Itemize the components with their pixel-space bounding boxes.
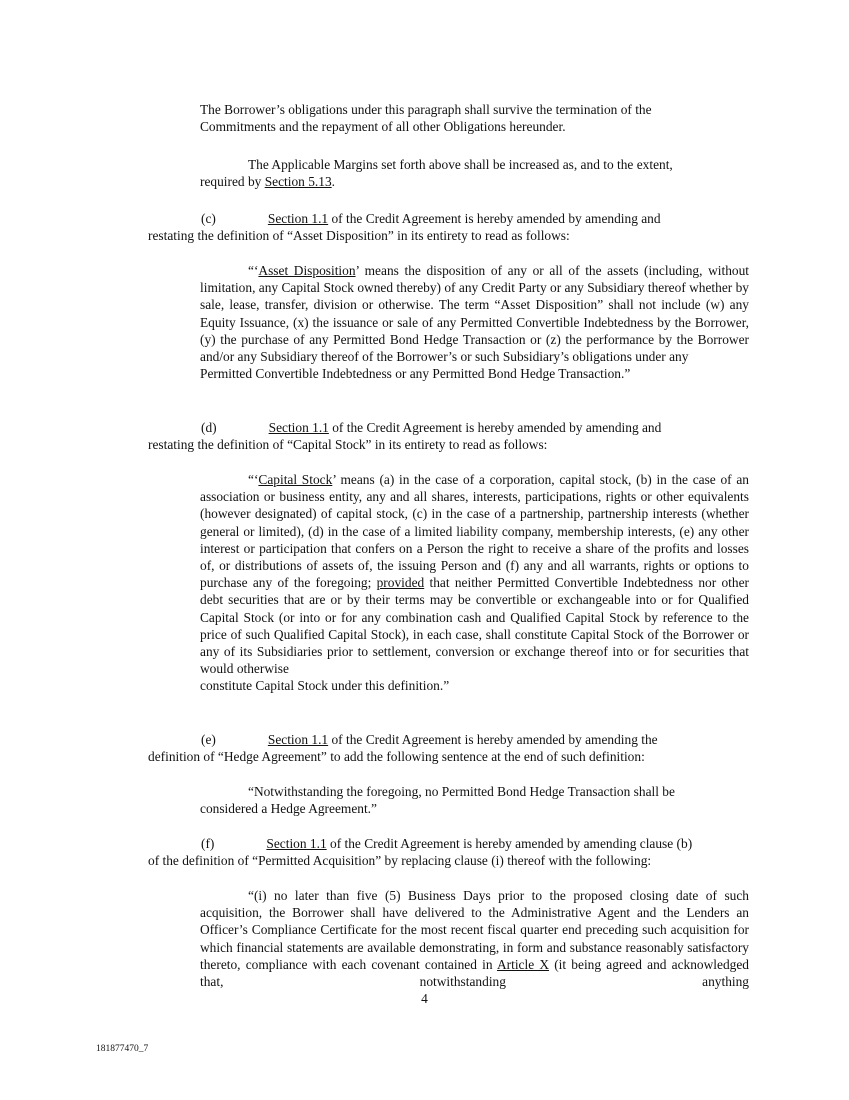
clause-c <box>148 210 749 262</box>
text-fragment: required by <box>200 174 265 190</box>
text-fragment: of the Credit Agreement is hereby amended by amending and <box>328 211 661 226</box>
document-id: 181877470_7 <box>96 1044 149 1054</box>
page-number: 4 <box>421 991 428 1006</box>
text-line: Subsidiary thereof of the Borrower’s or such Subsidiary’s obligations under any <box>260 349 689 365</box>
text-line: case, shall constitute Capital Stock of the Borrower or any of its Subsidiaries prior to <box>200 626 749 660</box>
text-fragment: to purchase any of the foregoing; <box>200 558 749 591</box>
text-fragment: ’ means (a) in the case of a corporation, capital stock, (b) in the <box>332 472 688 487</box>
text-line: rights or other equivalents (however designated) of capital stock, (c) in the case of a <box>200 489 749 522</box>
text-fragment: of the Credit Agreement is hereby amended by amending the <box>328 732 658 747</box>
text-fragment: of the Credit Agreement is hereby amended by amending clause (b) <box>326 836 693 851</box>
text-fragment: (it being agreed and acknowledged that, notwithstanding anything <box>200 956 749 990</box>
text-fragment: that neither Permitted Convertible <box>424 575 618 591</box>
text-line: Commitments and the repayment of all other Obligations hereunder. <box>200 119 566 135</box>
text-line: confers on a Person the right to receive a share of the profits and losses of, or <box>200 540 749 574</box>
text-line: such acquisition, the Borrower shall have delivered to the Administrative Agent and the <box>200 888 749 921</box>
text-line: Permitted Bond Hedge Transaction or (z) the performance by the Borrower and/or any <box>200 331 749 365</box>
text-line: Lenders an Officer’s Compliance Certificate for the most recent fiscal quarter end <box>200 905 749 938</box>
text-line: constitute Capital Stock under this definition.” <box>200 678 450 694</box>
paragraph-applicable-margins <box>200 156 749 208</box>
clause-label: (e) <box>201 732 216 747</box>
clause-e <box>148 731 749 783</box>
section-1-1-link[interactable]: Section 1.1 <box>267 732 329 747</box>
text-line: The Borrower’s obligations under this paragraph shall survive the termination of the <box>200 102 652 117</box>
text-line: “Asset Disposition” shall not include (w) any Equity Issuance, (x) the issuance or sale of <box>200 297 749 330</box>
text-fragment: ’ means the disposition of any or all of the assets (including, <box>355 263 703 278</box>
text-line: “(i) no later than five (5) Business Days prior to the proposed closing date of <box>248 888 717 903</box>
clause-label: (d) <box>201 420 217 435</box>
clause-d <box>148 419 749 471</box>
text-line: considered a Hedge Agreement.” <box>200 801 377 817</box>
quote-open: “‘ <box>248 472 259 487</box>
article-x-link[interactable]: Article X <box>496 956 550 972</box>
definition-capital-stock <box>200 471 749 712</box>
text-line: The Applicable Margins set forth above shall be increased as, and to the extent, <box>248 157 673 172</box>
section-1-1-link[interactable]: Section 1.1 <box>267 211 329 226</box>
text-line: distributions of assets of, the issuing Person and (f) any and all warrants, rights or options <box>234 558 734 574</box>
text-line: Permitted Convertible Indebtedness or any Permitted Bond Hedge Transaction.” <box>200 366 631 382</box>
text-line <box>200 173 749 190</box>
text-line: partnership, partnership interests (whether general or limited), (d) in the case of a limited <box>200 506 749 539</box>
text-line: without limitation, any Capital Stock owned thereby) of any Credit Party or any <box>200 263 749 296</box>
clause-label: (c) <box>201 211 216 226</box>
provided-term: provided <box>376 575 425 591</box>
clause-f <box>148 835 749 887</box>
text-line: exchangeable into or for Qualified Capital Stock (or into or for any combination cash and <box>200 592 749 625</box>
text-line: Indebtedness nor other debt securities that are or by their terms may be convertible or <box>200 575 750 608</box>
text-fragment: . <box>331 174 336 190</box>
defined-term: Asset Disposition <box>258 263 356 278</box>
text-line: form and substance reasonably satisfactory thereto, compliance with each covenant <box>200 939 749 972</box>
text-line: case of an association or business entity, any and all shares, interests, participations, <box>200 472 749 505</box>
hedge-agreement-sentence <box>200 783 749 835</box>
text-line: “Notwithstanding the foregoing, no Permitted Bond Hedge Transaction shall be <box>248 784 675 799</box>
defined-term: Capital Stock <box>258 472 333 487</box>
text-line: of the definition of “Permitted Acquisition” by replacing clause (i) thereof with the following: <box>148 853 652 869</box>
text-line: definition of “Hedge Agreement” to add the following sentence at the end of such definition: <box>148 749 645 765</box>
text-line: preceding such acquisition for which financial statements are available demonstrating, in <box>200 922 749 955</box>
text-line: Subsidiary thereof whether by sale, lease, transfer, division or otherwise. The term <box>200 280 749 313</box>
section-5-13-link[interactable]: Section 5.13 <box>264 174 332 190</box>
text-line: restating the definition of “Asset Disposition” in its entirety to read as follows: <box>148 228 570 244</box>
text-line: Qualified Capital Stock by reference to the price of such Qualified Capital Stock), in each <box>200 609 749 642</box>
text-line: any Permitted Convertible Indebtedness by the Borrower, (y) the purchase of any <box>200 314 749 347</box>
quote-open: “‘ <box>248 263 259 278</box>
section-1-1-link[interactable]: Section 1.1 <box>268 420 329 435</box>
clause-label: (f) <box>201 836 215 851</box>
text-line: settlement, conversion or exchange thereof into or for securities that would otherwise <box>200 644 749 677</box>
paragraph-survival <box>200 101 749 153</box>
text-line: restating the definition of “Capital Stock” in its entirety to read as follows: <box>148 437 548 453</box>
text-line: liability company, membership interests, (e) any other interest or participation that <box>200 523 749 556</box>
text-fragment: contained in <box>424 956 497 972</box>
definition-asset-disposition <box>200 262 749 400</box>
text-fragment: of the Credit Agreement is hereby amended by amending and <box>328 420 662 435</box>
section-1-1-link[interactable]: Section 1.1 <box>266 836 327 851</box>
